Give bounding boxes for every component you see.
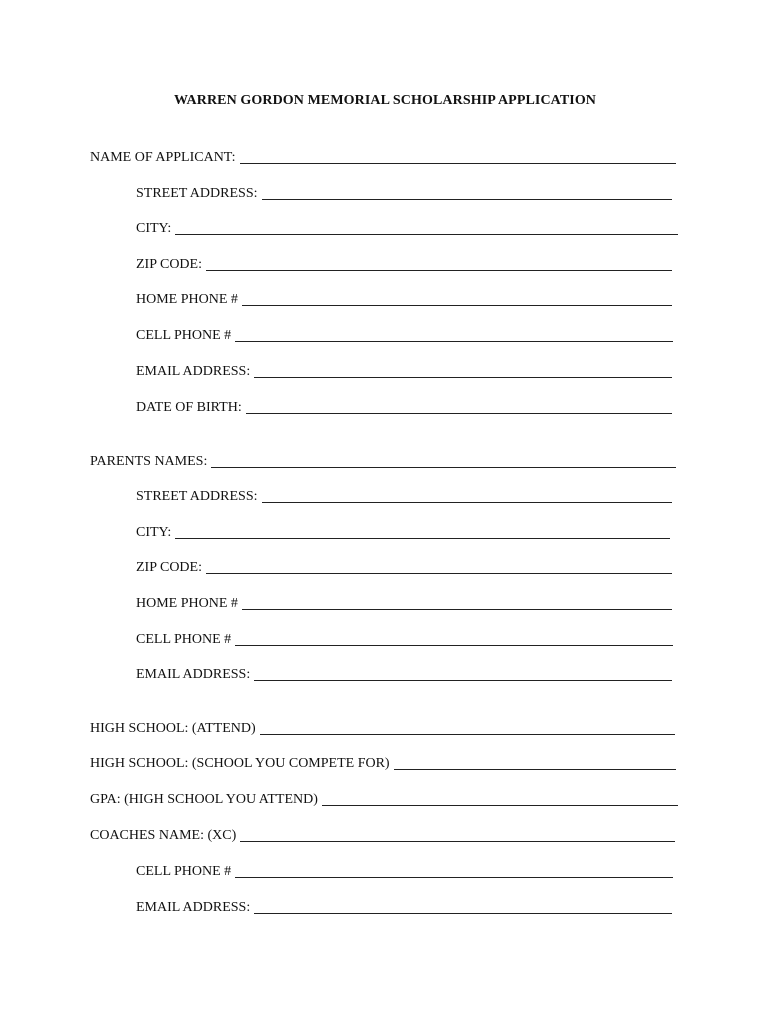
fill-in-line[interactable] <box>235 863 673 878</box>
applicant-zip-code-field[interactable] <box>136 253 672 273</box>
coaches-name-field[interactable] <box>90 824 675 844</box>
parents-email-address-field[interactable] <box>136 663 672 683</box>
parents-home-phone-field[interactable] <box>136 592 672 612</box>
high-school-compete-for-field[interactable] <box>90 752 676 772</box>
field-label: EMAIL ADDRESS: <box>136 364 251 379</box>
fill-in-line[interactable] <box>242 291 672 306</box>
fill-in-line[interactable] <box>254 666 672 681</box>
fill-in-line[interactable] <box>175 220 678 235</box>
field-label: CITY: <box>136 525 172 540</box>
field-label: EMAIL ADDRESS: <box>136 667 251 682</box>
field-label: STREET ADDRESS: <box>136 489 258 504</box>
fill-in-line[interactable] <box>175 524 670 539</box>
field-label: HOME PHONE # <box>136 292 238 307</box>
fill-in-line[interactable] <box>260 720 675 735</box>
applicant-name-field[interactable] <box>90 146 676 166</box>
parents-names-field[interactable] <box>90 450 676 470</box>
fill-in-line[interactable] <box>235 327 673 342</box>
fill-in-line[interactable] <box>206 256 672 271</box>
applicant-city-field[interactable] <box>136 217 678 237</box>
field-label: HOME PHONE # <box>136 596 238 611</box>
fill-in-line[interactable] <box>246 399 672 414</box>
fill-in-line[interactable] <box>322 791 678 806</box>
fill-in-line[interactable] <box>211 453 676 468</box>
field-label: CELL PHONE # <box>136 328 232 343</box>
field-label: CITY: <box>136 221 172 236</box>
applicant-home-phone-field[interactable] <box>136 288 672 308</box>
field-label: EMAIL ADDRESS: <box>136 900 251 915</box>
parents-street-address-field[interactable] <box>136 485 672 505</box>
parents-zip-code-field[interactable] <box>136 556 672 576</box>
fill-in-line[interactable] <box>262 488 673 503</box>
parents-city-field[interactable] <box>136 521 670 541</box>
fill-in-line[interactable] <box>254 363 672 378</box>
field-label: CELL PHONE # <box>136 632 232 647</box>
field-label: DATE OF BIRTH: <box>136 400 242 415</box>
applicant-street-address-field[interactable] <box>136 182 672 202</box>
field-label: HIGH SCHOOL: (SCHOOL YOU COMPETE FOR) <box>90 756 390 771</box>
applicant-date-of-birth-field[interactable] <box>136 396 672 416</box>
field-label: NAME OF APPLICANT: <box>90 150 236 165</box>
fill-in-line[interactable] <box>254 899 672 914</box>
field-label: COACHES NAME: (XC) <box>90 828 237 843</box>
applicant-cell-phone-field[interactable] <box>136 324 673 344</box>
applicant-email-address-field[interactable] <box>136 360 672 380</box>
fill-in-line[interactable] <box>262 185 673 200</box>
field-label: GPA: (HIGH SCHOOL YOU ATTEND) <box>90 792 318 807</box>
gpa-field[interactable] <box>90 788 678 808</box>
fill-in-line[interactable] <box>206 559 672 574</box>
form-title: WARREN GORDON MEMORIAL SCHOLARSHIP APPLICATION <box>173 93 597 108</box>
coach-email-address-field[interactable] <box>136 896 672 916</box>
field-label: PARENTS NAMES: <box>90 454 208 469</box>
field-label: STREET ADDRESS: <box>136 186 258 201</box>
fill-in-line[interactable] <box>242 595 672 610</box>
field-label: CELL PHONE # <box>136 864 232 879</box>
fill-in-line[interactable] <box>394 755 676 770</box>
field-label: HIGH SCHOOL: (ATTEND) <box>90 721 256 736</box>
fill-in-line[interactable] <box>240 827 675 842</box>
field-label: ZIP CODE: <box>136 560 202 575</box>
high-school-attend-field[interactable] <box>90 717 675 737</box>
coach-cell-phone-field[interactable] <box>136 860 673 880</box>
field-label: ZIP CODE: <box>136 257 202 272</box>
fill-in-line[interactable] <box>235 631 673 646</box>
parents-cell-phone-field[interactable] <box>136 628 673 648</box>
fill-in-line[interactable] <box>240 149 676 164</box>
